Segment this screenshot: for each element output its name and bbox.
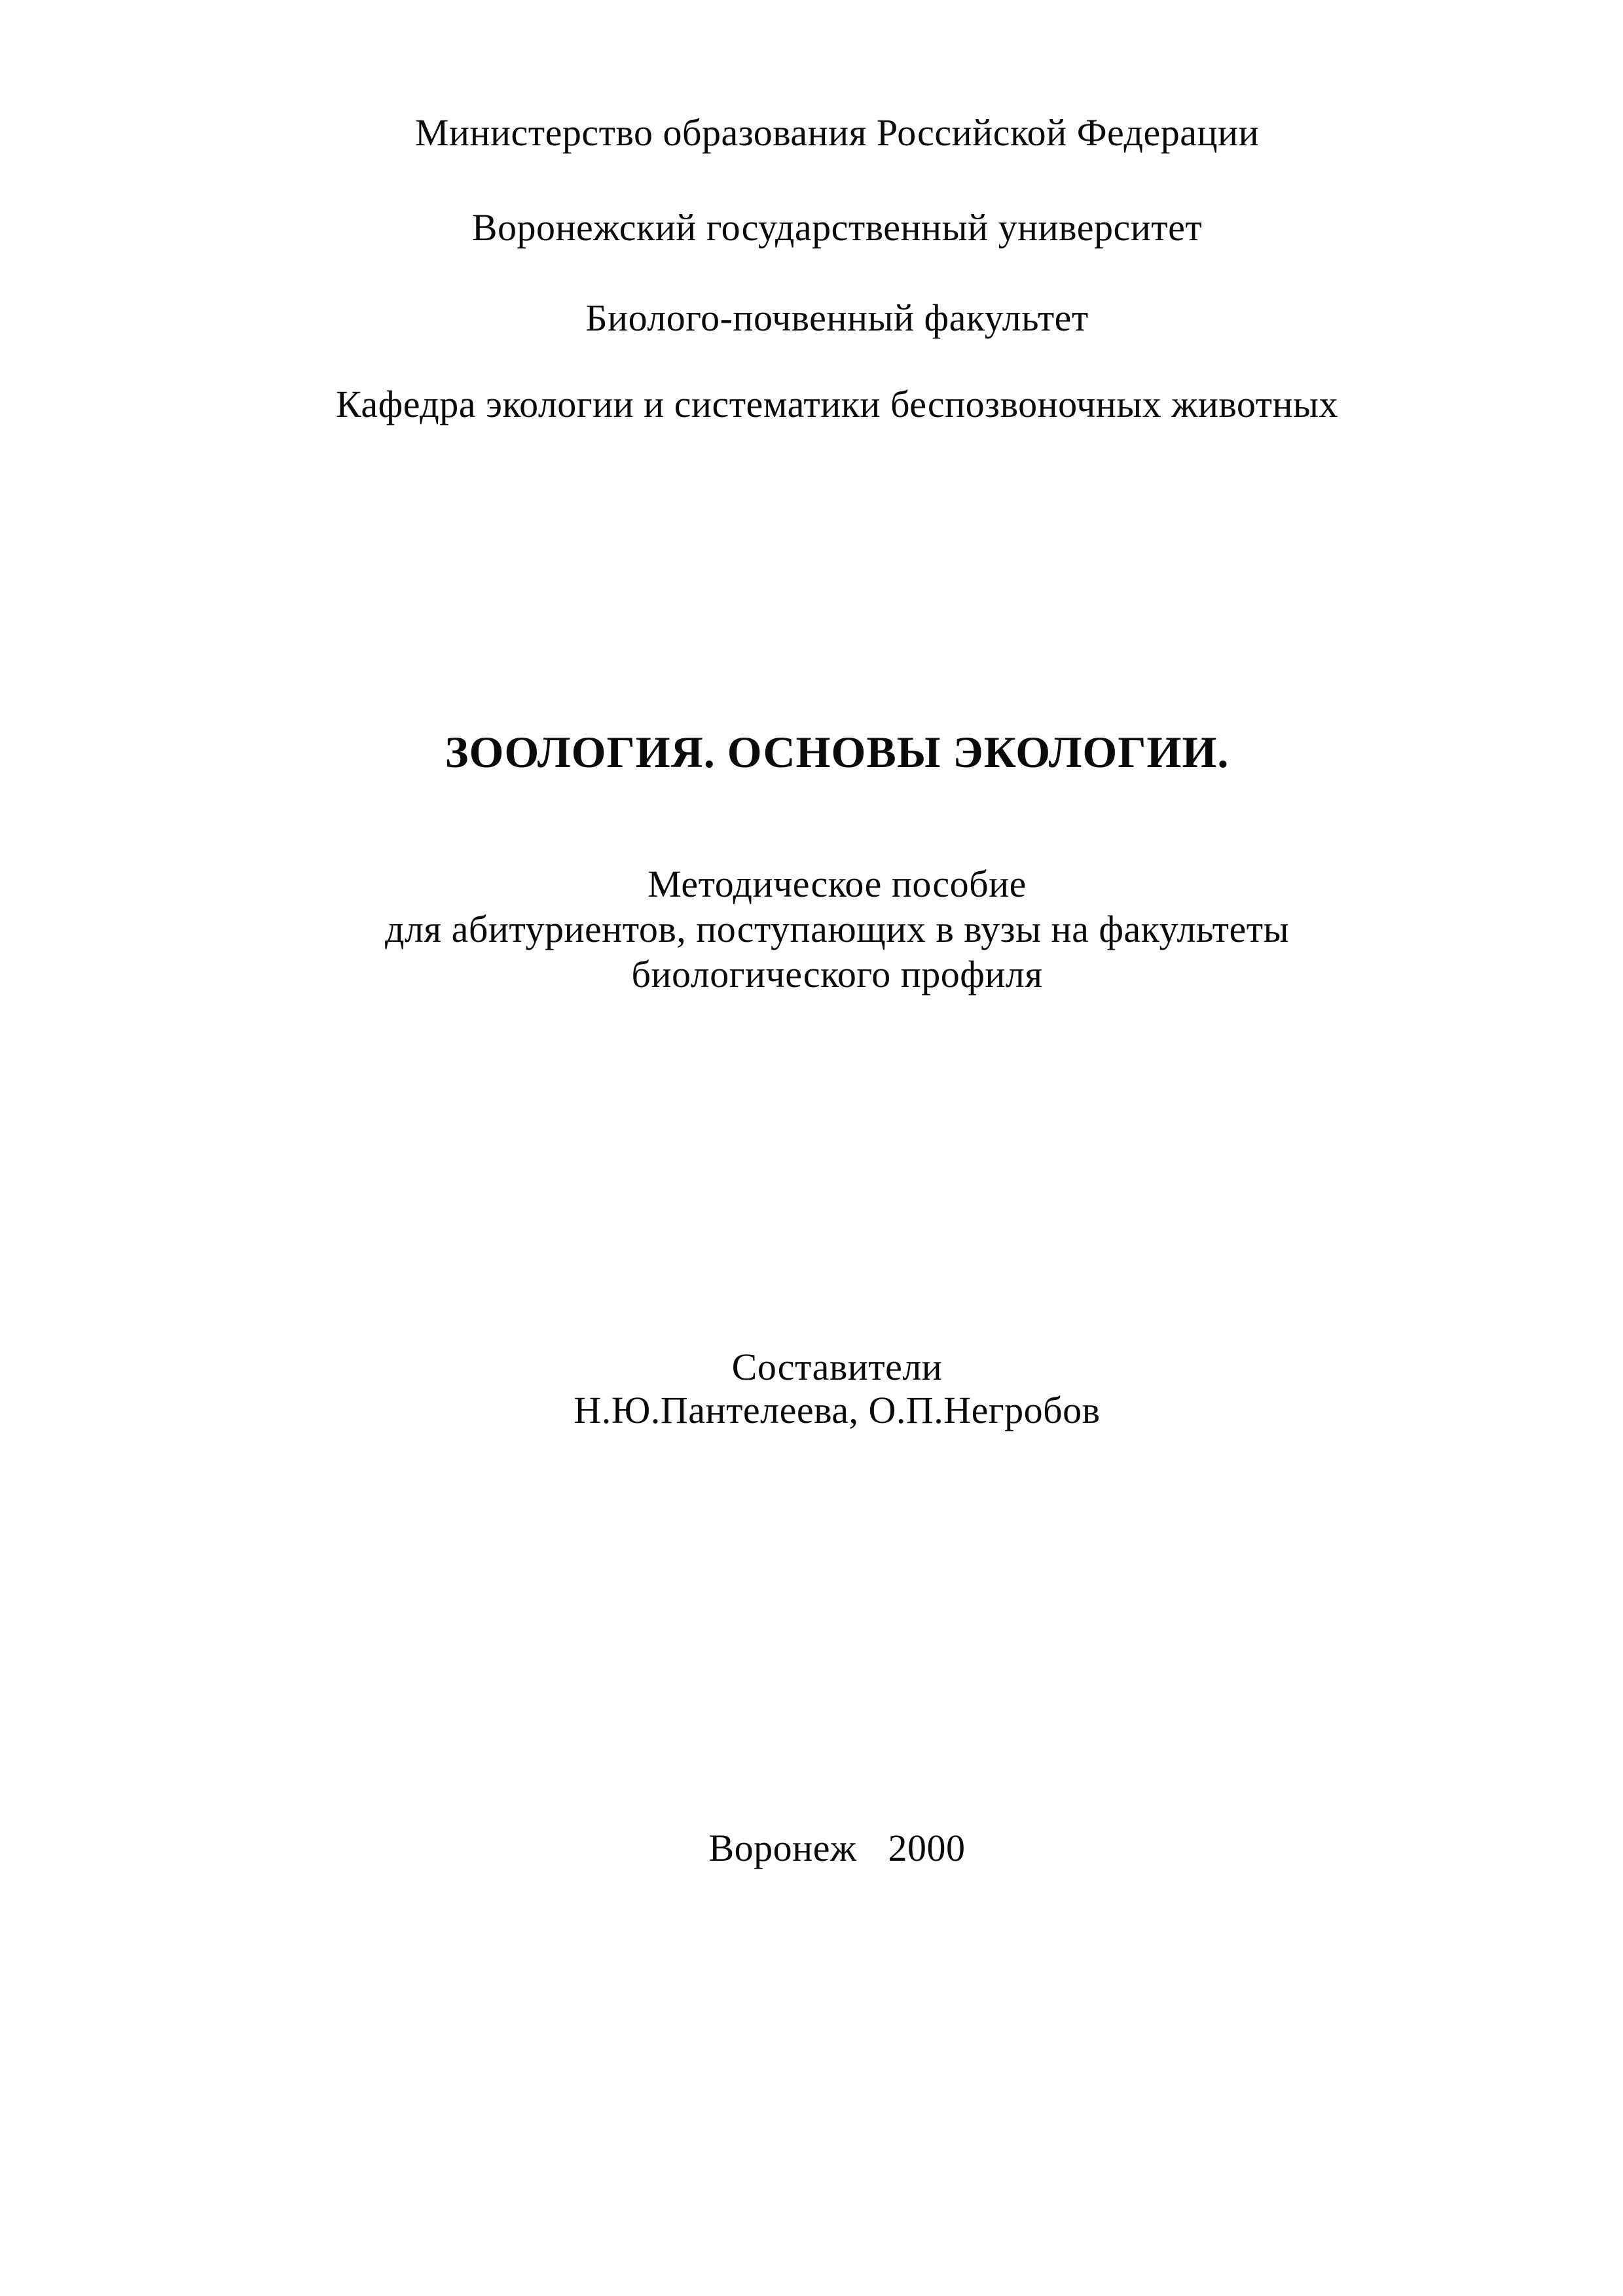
header-university-line: Воронежский государственный университет	[471, 206, 1203, 249]
compilers-heading: Составители	[731, 1346, 943, 1388]
subtitle-profile-line: биологического профиля	[631, 953, 1043, 996]
imprint-city: Воронеж	[708, 1827, 857, 1869]
subtitle-type-line: Методическое пособие	[647, 863, 1027, 905]
compilers-names: Н.Ю.Пантелеева, О.П.Негробов	[574, 1389, 1101, 1431]
header-faculty-line: Биолого-почвенный факультет	[585, 296, 1089, 339]
header-ministry-line: Министерство образования Российской Федерации	[414, 111, 1260, 154]
document-title: ЗООЛОГИЯ. ОСНОВЫ ЭКОЛОГИИ.	[445, 727, 1230, 777]
imprint-line	[0, 1827, 1623, 1871]
imprint-year: 2000	[888, 1827, 966, 1869]
header-department-line: Кафедра экологии и систематики беспозвоночных животных	[336, 383, 1338, 425]
subtitle-audience-line: для абитуриентов, поступающих в вузы на факультеты	[384, 908, 1290, 950]
